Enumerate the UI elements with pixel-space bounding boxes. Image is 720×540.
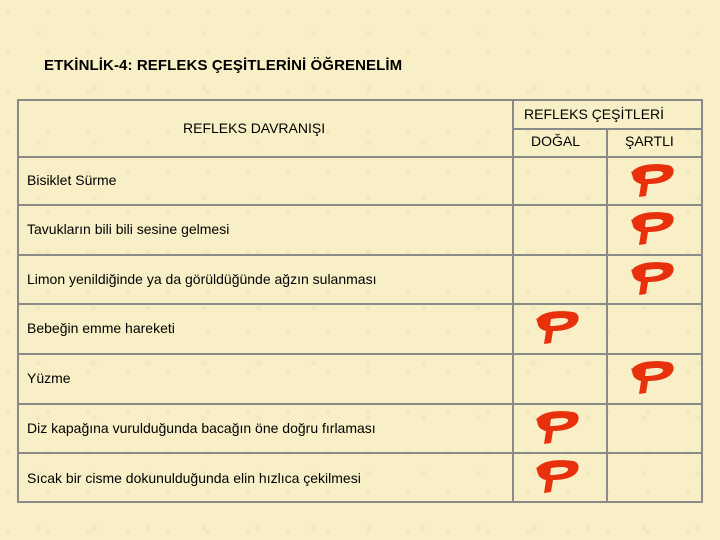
header-types: REFLEKS ÇEŞİTLERİ [524,106,665,122]
checkmark-icon [628,160,678,200]
divider [17,353,703,355]
row-label: Sıcak bir cisme dokunulduğunda elin hızlıca çekilmesi [27,470,361,486]
row-label: Tavukların bili bili sesine gelmesi [27,221,230,237]
checkmark-icon [533,456,583,496]
header-behavior: REFLEKS DAVRANIŞI [183,120,326,136]
divider [17,303,703,305]
row-label: Diz kapağına vurulduğunda bacağın öne doğru fırlaması [27,420,376,436]
header-natural: DOĞAL [531,133,581,149]
checkmark-icon [533,407,583,447]
divider [17,403,703,405]
checkmark-icon [533,307,583,347]
row-label: Bisiklet Sürme [27,172,117,188]
checkmark-icon [628,357,678,397]
divider [17,254,703,256]
header-conditional: ŞARTLI [625,133,674,149]
checkmark-icon [628,258,678,298]
divider [17,156,703,158]
divider [17,452,703,454]
page-title: ETKİNLİK-4: REFLEKS ÇEŞİTLERİNİ ÖĞRENELİM [44,57,403,74]
divider [606,128,608,503]
divider [512,99,514,503]
checkmark-icon [628,208,678,248]
divider [512,128,703,130]
row-label: Limon yenildiğinde ya da görüldüğünde ağzın sulanması [27,271,377,287]
row-label: Yüzme [27,370,71,386]
reflex-table [17,99,703,503]
divider [17,204,703,206]
row-label: Bebeğin emme hareketi [27,320,175,336]
